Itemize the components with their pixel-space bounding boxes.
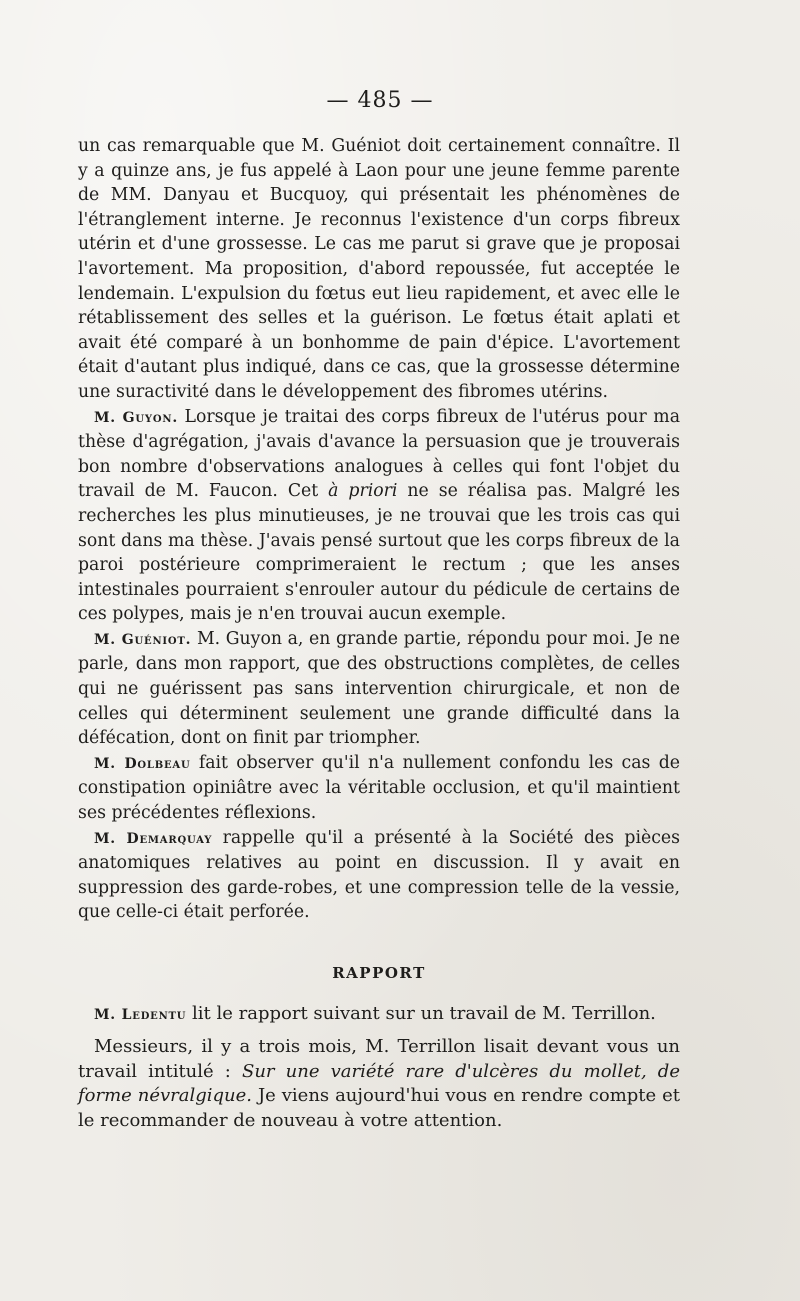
paragraph-demarquay xyxy=(78,826,680,925)
rapport-opening xyxy=(78,1035,680,1133)
paragraph-text: Lorsque je traitai des corps fibreux de l'utérus pour ma thèse d'agrégation, j'avais d'avance la persuasion que je trouverais bon nombre d'observations analogues à celles qui font l'objet du travail de M. Faucon. Cet xyxy=(78,406,680,502)
speaker-name: M. Dolbeau xyxy=(94,755,191,772)
paragraph-guyon xyxy=(78,405,680,627)
paragraph-continuation: un cas remarquable que M. Guéniot doit certainement connaître. Il y a quinze ans, je fus appelé à Laon pour une jeune femme parente de MM. Danyau et Bucquoy, qui présentait les phénomènes de l'étranglement interne. Je reconnus l'existence d'un corps fibreux utérin et d'une grossesse. Le cas me parut si grave que je proposai l'avortement. Ma proposition, d'abord repoussée, fut acceptée le lendemain. L'expulsion du fœtus eut lieu rapidement, et avec elle le rétablissement des selles et la guérison. Le fœtus était aplati et avait été comparé à un bonhomme de pain d'épice. L'avortement était d'autant plus indiqué, dans ce cas, que la grossesse détermine une suractivité dans le développement des fibromes utérins. xyxy=(78,136,680,402)
paragraph-gueniot xyxy=(78,627,680,751)
paragraph-text: Je viens aujourd'hui vous en rendre compte et le recommander de nouveau à votre attention. xyxy=(78,1085,680,1131)
italic-title: Sur une variété rare d'ulcères du mollet, de forme névralgique. xyxy=(78,1060,680,1107)
paragraph-text: Messieurs, il y a trois mois, M. Terrillon lisait devant vous un travail intitulé : xyxy=(78,1036,680,1082)
speaker-name: M. Guéniot. xyxy=(94,631,192,648)
speaker-name: M. Ledentu xyxy=(94,1006,187,1023)
section-title: RAPPORT xyxy=(332,964,426,982)
paragraph-text: rappelle qu'il a présenté à la Société des pièces anatomiques relatives au point en discussion. Il y avait en suppression des garde-robes, et une compression telle de la vessie, que celle-ci était perforée. xyxy=(78,827,680,923)
rapport-lead xyxy=(78,1002,680,1028)
paragraph-text: ne se réalisa pas. Malgré les recherches les plus minutieuses, je ne trouvai que les trois cas qui sont dans ma thèse. J'avais pensé surtout que les corps fibreux de la paroi postérieure comprimeraient le rectum ; que les anses intestinales pourraient s'enrouler autour du pédicule de certains de ces polypes, mais je n'en trouvai aucun exemple. xyxy=(78,481,681,625)
paragraph-text: M. Guyon a, en grande partie, répondu pour moi. Je ne parle, dans mon rapport, que des obstructions complètes, de celles qui ne guérissent pas sans intervention chirurgicale, et non de celles qui déterminent seulement une grande difficulté dans la défécation, dont on finit par triompher. xyxy=(78,628,680,749)
page-body xyxy=(78,134,680,1134)
paragraph-text: lit le rapport suivant sur un travail de M. Terrillon. xyxy=(192,1002,656,1024)
speaker-name: M. Guyon. xyxy=(94,409,179,426)
paragraph-text: fait observer qu'il n'a nullement confondu les cas de constipation opiniâtre avec la véritable occlusion, et qu'il maintient ses précédentes réflexions. xyxy=(78,752,680,824)
page-number: — 485 — xyxy=(326,88,434,113)
paragraph-dolbeau xyxy=(78,751,680,826)
italic-phrase: à priori xyxy=(328,481,398,502)
speaker-name: M. Demarquay xyxy=(94,830,213,847)
